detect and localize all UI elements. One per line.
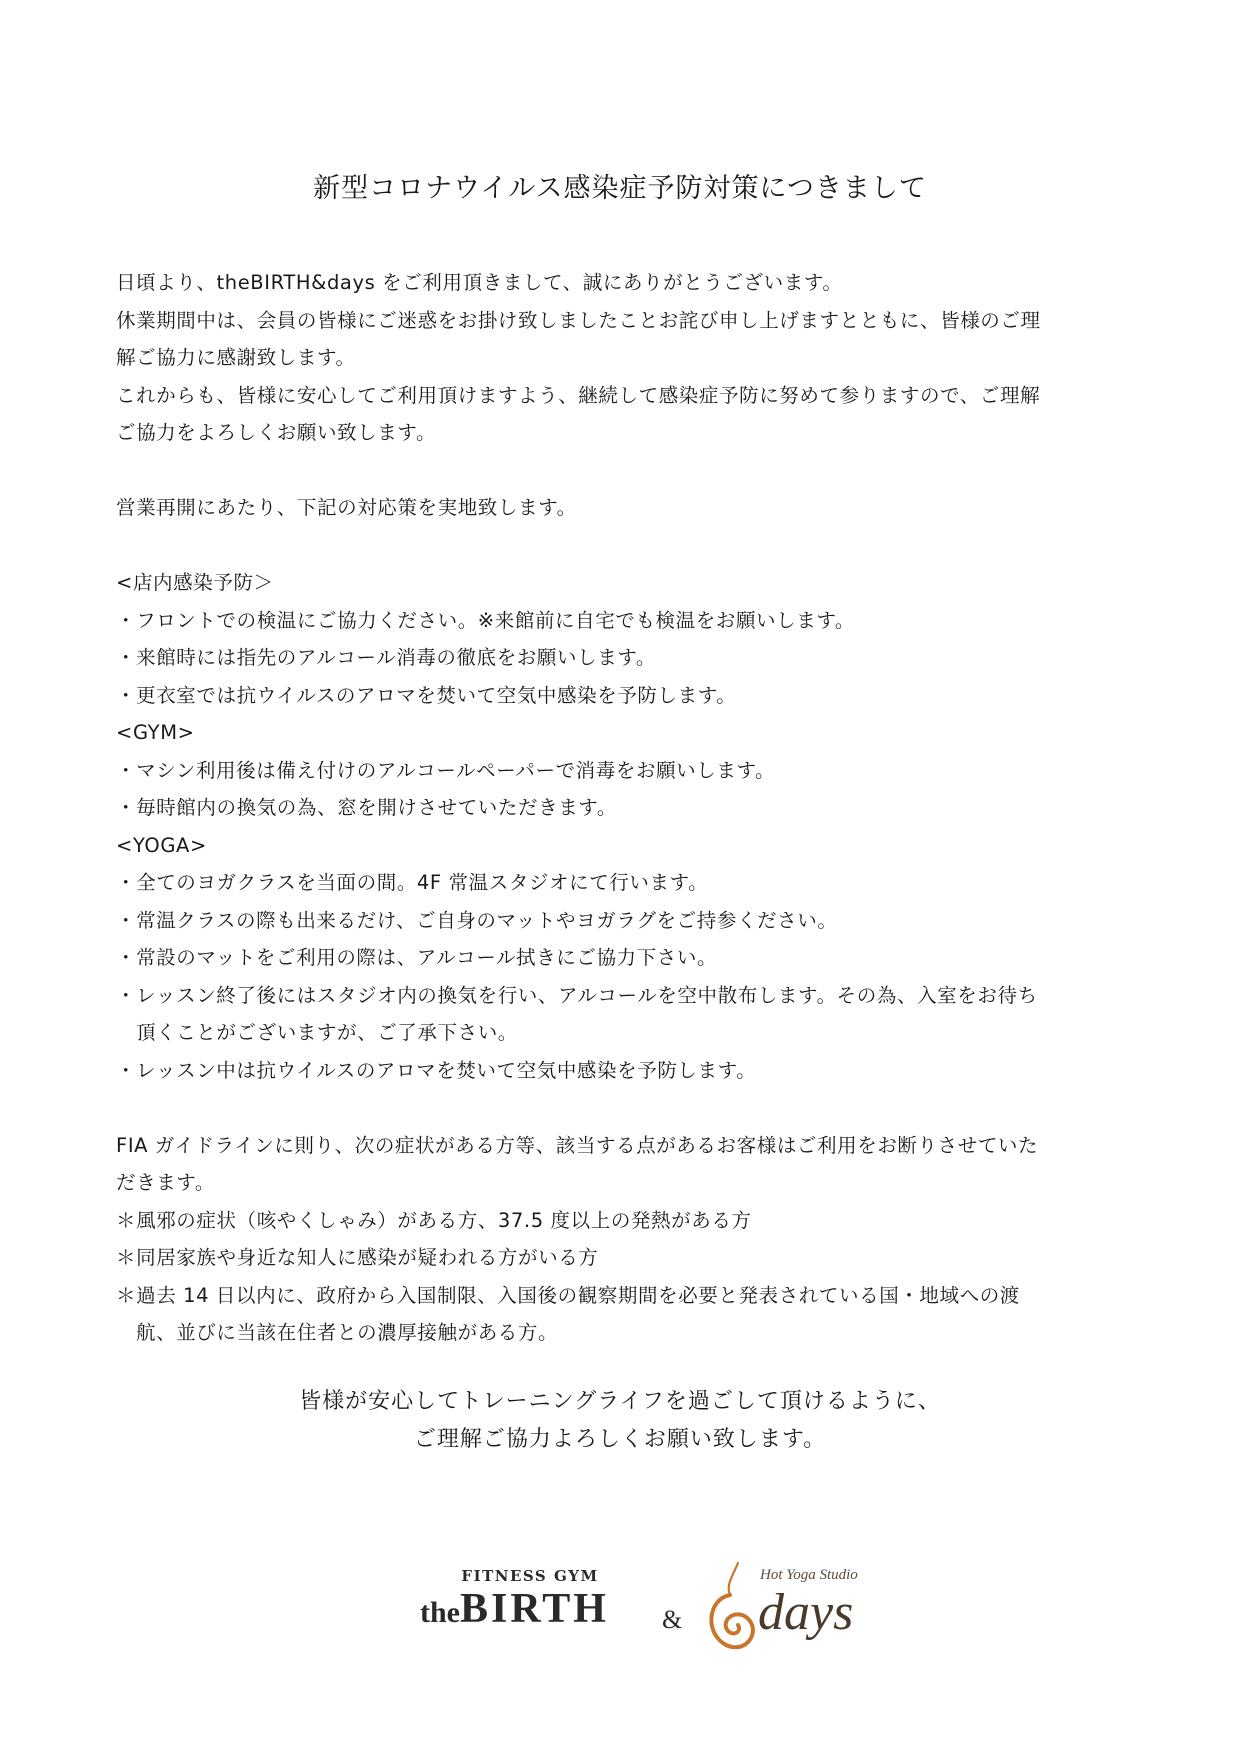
list-item: ・レッスン終了後にはスタジオ内の換気を行い、アルコールを空中散布します。その為、入室をお待ち [116, 983, 1038, 1007]
fia-item: ＊風邪の症状（咳やくしゃみ）がある方、37.5 度以上の発熱がある方 [116, 1208, 752, 1232]
list-item: ・来館時には指先のアルコール消毒の徹底をお願いします。 [116, 646, 656, 669]
ampersand: & [662, 1605, 683, 1634]
list-item: ・フロントでの検温にご協力ください。※来館前に自宅でも検温をお願いします。 [116, 608, 855, 632]
wordmark-birth: BIRTH [460, 1586, 609, 1632]
reopening-line: 営業再開にあたり、下記の対応策を実地致します。 [116, 496, 577, 519]
request-line-1: これからも、皆様に安心してご利用頂けますよう、継続して感染症予防に努めて参りますので、ご理解 [116, 383, 1041, 407]
days-wordmark: days [758, 1584, 854, 1641]
spacer [116, 452, 1136, 490]
the-birth-wordmark [420, 1585, 609, 1633]
list-item: ・更衣室では抗ウイルスのアロマを焚いて空気中感染を予防します。 [116, 683, 737, 707]
hot-yoga-studio-label: Hot Yoga Studio [760, 1567, 858, 1583]
wordmark-the: the [420, 1596, 460, 1629]
list-item-continuation: 頂くことがございますが、ご了承下さい。 [136, 1021, 518, 1044]
closing-line-1: 皆様が安心してトレーニングライフを過ごして頂けるように、 [299, 1389, 941, 1414]
apology-line-2: 解ご協力に感謝致します。 [116, 346, 356, 369]
fia-item: ＊同居家族や身近な知人に感染が疑われる方がいる方 [116, 1246, 599, 1269]
closing-line-2: ご理解ご協力よろしくお願い致します。 [413, 1427, 827, 1452]
request-line-2: ご協力をよろしくお願い致します。 [116, 421, 437, 444]
fia-item-continuation: 航、並びに当該在住者との濃厚接触がある方。 [136, 1321, 559, 1344]
list-item: ・毎時館内の換気の為、窓を開けさせていただきます。 [116, 796, 617, 819]
list-item: ・マシン利用後は備え付けのアルコールペーパーで消毒をお願いします。 [116, 758, 776, 782]
apology-line-1: 休業期間中は、会員の皆様にご迷惑をお掛け致しましたことお詫び申し上げますとともに、皆様のご理 [116, 308, 1041, 332]
list-item: ・常温クラスの際も出来るだけ、ご自身のマットやヨガラグをご持参ください。 [116, 908, 838, 932]
closing-message [0, 1383, 1240, 1459]
page-title: 新型コロナウイルス感染症予防対策につきまして [313, 173, 927, 204]
section-heading-store: <店内感染予防＞ [116, 571, 274, 594]
fia-intro-line-1: FIA ガイドラインに則り、次の症状がある方等、該当する点があるお客様はご利用をお断りさせていた [116, 1133, 1039, 1157]
spacer [116, 527, 1136, 565]
fia-intro-line-2: だきます。 [116, 1171, 215, 1194]
section-heading-gym: <GYM> [116, 721, 195, 744]
notice-body [116, 264, 1136, 1352]
list-item: ・レッスン中は抗ウイルスのアロマを焚いて空気中感染を予防します。 [116, 1058, 757, 1082]
brand-logo [420, 1555, 880, 1665]
greeting-line: 日頃より、theBIRTH&days をご利用頂きまして、誠にありがとうございます。 [116, 271, 843, 294]
swirl-logo-icon [702, 1555, 764, 1665]
list-item: ・常設のマットをご利用の際は、アルコール拭きにご協力下さい。 [116, 946, 718, 969]
section-heading-yoga: <YOGA> [116, 833, 207, 857]
fia-item: ＊過去 14 日以内に、政府から入国制限、入国後の観察期間を必要と発表されている国・地域への渡 [116, 1283, 1020, 1307]
spacer [116, 1089, 1136, 1127]
fitness-gym-label: FITNESS GYM [461, 1567, 599, 1585]
list-item: ・全てのヨガクラスを当面の間。4F 常温スタジオにて行います。 [116, 871, 709, 894]
